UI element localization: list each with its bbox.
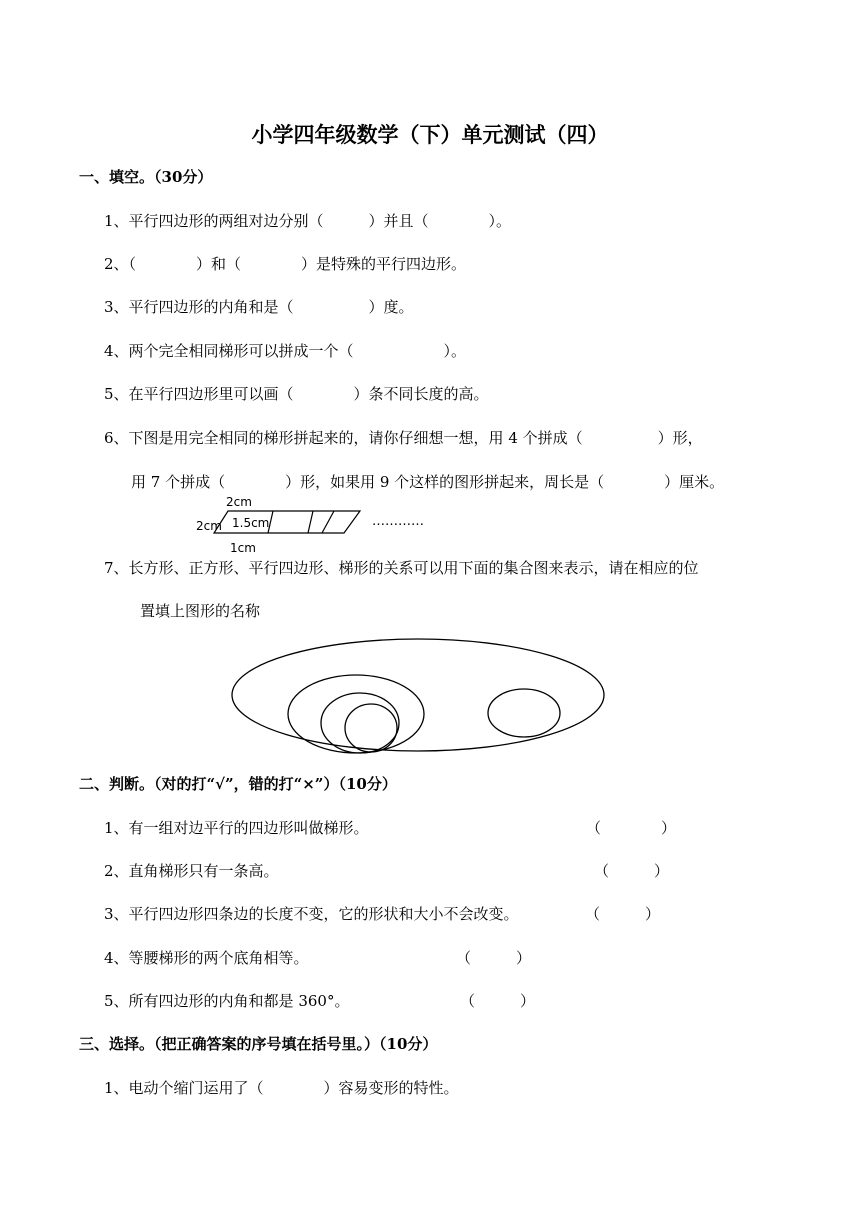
question-1-7-line-2: 置填上图形的名称 bbox=[140, 602, 261, 620]
question-1-4: 4、两个完全相同梯形可以拼成一个（ ）。 bbox=[104, 342, 467, 360]
label-middle-1-5cm: 1.5cm bbox=[232, 516, 270, 530]
judgement-5-text: 5、所有四边形的内角和都是 360°。 bbox=[104, 992, 350, 1010]
question-1-5: 5、在平行四边形里可以画（ ）条不同长度的高。 bbox=[104, 385, 489, 403]
judgement-2-answer-blank[interactable]: （ ） bbox=[594, 862, 670, 880]
judgement-2-text: 2、直角梯形只有一条高。 bbox=[104, 862, 279, 880]
judgement-1-text: 1、有一组对边平行的四边形叫做梯形。 bbox=[104, 819, 369, 837]
question-1-2: 2、（ ）和（ ）是特殊的平行四边形。 bbox=[104, 255, 467, 273]
judgement-3-answer-blank[interactable]: （ ） bbox=[585, 905, 661, 923]
judgement-3-text: 3、平行四边形四条边的长度不变，它的形状和大小不会改变。 bbox=[104, 905, 519, 923]
section-1-heading: 一、填空。（30分） bbox=[79, 168, 213, 186]
question-1-6-line-2: 用 7 个拼成（ ）形，如果用 9 个这样的图形拼起来，周长是（ ）厘米。 bbox=[131, 473, 725, 491]
label-top-2cm: 2cm bbox=[226, 495, 252, 509]
separate-set-ellipse bbox=[488, 689, 560, 737]
choice-question-1: 1、电动个缩门运用了（ ）容易变形的特性。 bbox=[104, 1079, 459, 1097]
judgement-4-answer-blank[interactable]: （ ） bbox=[456, 949, 532, 967]
section-3-heading: 三、选择。（把正确答案的序号填在括号里。）（10分） bbox=[79, 1035, 438, 1053]
judgement-5-answer-blank[interactable]: （ ） bbox=[460, 992, 536, 1010]
judgement-4-text: 4、等腰梯形的两个底角相等。 bbox=[104, 949, 309, 967]
question-1-6-line-1: 6、下图是用完全相同的梯形拼起来的，请你仔细想一想，用 4 个拼成（ ）形， bbox=[104, 429, 703, 447]
question-1-3: 3、平行四边形的内角和是（ ）度。 bbox=[104, 298, 414, 316]
third-set-ellipse bbox=[321, 693, 399, 753]
section-2-heading: 二、判断。（对的打“√”，错的打“×”）（10分） bbox=[79, 775, 397, 793]
question-1-1: 1、平行四边形的两组对边分别（ ）并且（ ）。 bbox=[104, 212, 512, 230]
trapezoid-strip-figure bbox=[190, 492, 460, 558]
judgement-1-answer-blank[interactable]: （ ） bbox=[586, 819, 677, 837]
question-1-7-line-1: 7、长方形、正方形、平行四边形、梯形的关系可以用下面的集合图来表示，请在相应的位 bbox=[104, 559, 699, 577]
label-bottom-1cm: 1cm bbox=[230, 541, 256, 555]
inner-set-ellipse bbox=[345, 704, 397, 752]
set-diagram bbox=[228, 634, 613, 756]
page-title: 小学四年级数学（下）单元测试（四） bbox=[251, 122, 609, 147]
label-left-2cm: 2cm bbox=[196, 519, 222, 533]
continuation-dots: ………… bbox=[372, 514, 424, 529]
second-set-ellipse bbox=[288, 675, 424, 753]
